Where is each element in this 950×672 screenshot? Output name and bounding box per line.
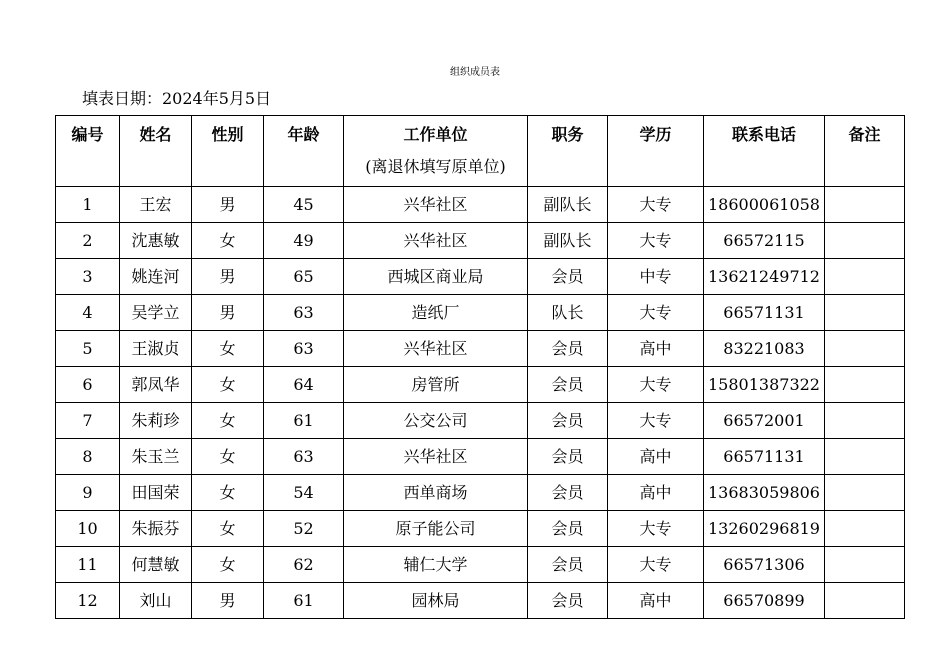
cell-position: 会员 <box>528 367 608 403</box>
cell-education: 大专 <box>608 511 704 547</box>
cell-id: 12 <box>56 583 120 619</box>
cell-gender: 男 <box>192 583 264 619</box>
cell-position: 会员 <box>528 439 608 475</box>
cell-name: 刘山 <box>120 583 192 619</box>
header-id <box>56 116 120 187</box>
cell-name: 郭凤华 <box>120 367 192 403</box>
header-gender-label: 性别 <box>211 125 244 144</box>
cell-position: 副队长 <box>528 187 608 223</box>
cell-phone: 13621249712 <box>704 259 825 295</box>
table-row <box>56 295 905 331</box>
cell-position: 副队长 <box>528 223 608 259</box>
cell-position: 会员 <box>528 475 608 511</box>
cell-workplace: 造纸厂 <box>344 295 528 331</box>
cell-remarks <box>825 511 905 547</box>
cell-position: 会员 <box>528 331 608 367</box>
cell-age: 45 <box>264 187 344 223</box>
cell-education: 高中 <box>608 439 704 475</box>
cell-name: 朱玉兰 <box>120 439 192 475</box>
fill-date: 填表日期：2024年5月5日 <box>82 89 272 108</box>
header-workplace-label: 工作单位 <box>403 125 468 144</box>
cell-remarks <box>825 259 905 295</box>
cell-phone: 83221083 <box>704 331 825 367</box>
cell-name: 沈惠敏 <box>120 223 192 259</box>
table-row <box>56 547 905 583</box>
cell-remarks <box>825 583 905 619</box>
cell-name: 吴学立 <box>120 295 192 331</box>
cell-gender: 男 <box>192 295 264 331</box>
cell-education: 大专 <box>608 547 704 583</box>
cell-education: 大专 <box>608 403 704 439</box>
cell-gender: 女 <box>192 367 264 403</box>
cell-age: 54 <box>264 475 344 511</box>
cell-name: 朱振芬 <box>120 511 192 547</box>
table-row <box>56 331 905 367</box>
cell-position: 会员 <box>528 547 608 583</box>
cell-name: 何慧敏 <box>120 547 192 583</box>
cell-remarks <box>825 475 905 511</box>
cell-workplace: 兴华社区 <box>344 331 528 367</box>
document-title: 组织成员表 <box>450 67 500 78</box>
cell-education: 大专 <box>608 367 704 403</box>
cell-workplace: 西城区商业局 <box>344 259 528 295</box>
cell-education: 大专 <box>608 187 704 223</box>
table-row <box>56 187 905 223</box>
cell-id: 11 <box>56 547 120 583</box>
cell-age: 64 <box>264 367 344 403</box>
cell-remarks <box>825 295 905 331</box>
cell-id: 5 <box>56 331 120 367</box>
table-row <box>56 511 905 547</box>
cell-position: 会员 <box>528 403 608 439</box>
cell-phone: 66571131 <box>704 295 825 331</box>
cell-name: 田国荣 <box>120 475 192 511</box>
cell-age: 63 <box>264 331 344 367</box>
cell-phone: 18600061058 <box>704 187 825 223</box>
cell-remarks <box>825 187 905 223</box>
table-row <box>56 223 905 259</box>
cell-remarks <box>825 223 905 259</box>
cell-age: 63 <box>264 295 344 331</box>
cell-id: 6 <box>56 367 120 403</box>
cell-workplace: 公交公司 <box>344 403 528 439</box>
header-phone-label: 联系电话 <box>731 125 796 144</box>
cell-position: 会员 <box>528 583 608 619</box>
cell-age: 61 <box>264 403 344 439</box>
cell-phone: 66570899 <box>704 583 825 619</box>
cell-remarks <box>825 547 905 583</box>
table-row <box>56 259 905 295</box>
table-row <box>56 475 905 511</box>
cell-workplace: 兴华社区 <box>344 223 528 259</box>
header-name <box>120 116 192 187</box>
cell-age: 52 <box>264 511 344 547</box>
header-education <box>608 116 704 187</box>
cell-id: 10 <box>56 511 120 547</box>
member-table <box>55 115 905 619</box>
cell-education: 高中 <box>608 583 704 619</box>
cell-workplace: 西单商场 <box>344 475 528 511</box>
cell-education: 高中 <box>608 331 704 367</box>
cell-age: 49 <box>264 223 344 259</box>
table-row <box>56 367 905 403</box>
cell-age: 65 <box>264 259 344 295</box>
header-workplace-note: (离退休填写原单位) <box>365 157 506 176</box>
table-header-row <box>56 116 905 187</box>
cell-phone: 13260296819 <box>704 511 825 547</box>
cell-gender: 女 <box>192 547 264 583</box>
cell-id: 1 <box>56 187 120 223</box>
cell-workplace: 原子能公司 <box>344 511 528 547</box>
cell-position: 会员 <box>528 511 608 547</box>
header-remarks <box>825 116 905 187</box>
cell-position: 队长 <box>528 295 608 331</box>
cell-workplace: 房管所 <box>344 367 528 403</box>
header-id-label: 编号 <box>71 125 104 144</box>
cell-age: 61 <box>264 583 344 619</box>
cell-phone: 13683059806 <box>704 475 825 511</box>
header-position <box>528 116 608 187</box>
cell-phone: 66571306 <box>704 547 825 583</box>
cell-gender: 男 <box>192 187 264 223</box>
cell-phone: 66572001 <box>704 403 825 439</box>
header-age-label: 年龄 <box>287 125 320 144</box>
header-remarks-label: 备注 <box>848 125 881 144</box>
cell-name: 王淑贞 <box>120 331 192 367</box>
table-row <box>56 583 905 619</box>
cell-position: 会员 <box>528 259 608 295</box>
cell-age: 62 <box>264 547 344 583</box>
cell-gender: 女 <box>192 223 264 259</box>
cell-name: 姚连河 <box>120 259 192 295</box>
cell-remarks <box>825 331 905 367</box>
cell-gender: 女 <box>192 403 264 439</box>
header-gender <box>192 116 264 187</box>
cell-phone: 66572115 <box>704 223 825 259</box>
table-row <box>56 403 905 439</box>
cell-id: 3 <box>56 259 120 295</box>
cell-gender: 男 <box>192 259 264 295</box>
cell-id: 2 <box>56 223 120 259</box>
cell-phone: 66571131 <box>704 439 825 475</box>
cell-workplace: 兴华社区 <box>344 187 528 223</box>
table-row <box>56 439 905 475</box>
cell-gender: 女 <box>192 511 264 547</box>
cell-phone: 15801387322 <box>704 367 825 403</box>
cell-id: 7 <box>56 403 120 439</box>
header-name-label: 姓名 <box>139 125 172 144</box>
cell-education: 大专 <box>608 295 704 331</box>
cell-age: 63 <box>264 439 344 475</box>
header-education-label: 学历 <box>639 125 672 144</box>
header-phone <box>704 116 825 187</box>
cell-name: 朱莉珍 <box>120 403 192 439</box>
header-age <box>264 116 344 187</box>
cell-name: 王宏 <box>120 187 192 223</box>
header-workplace <box>344 116 528 187</box>
cell-remarks <box>825 367 905 403</box>
cell-education: 大专 <box>608 223 704 259</box>
cell-education: 高中 <box>608 475 704 511</box>
cell-id: 8 <box>56 439 120 475</box>
header-position-label: 职务 <box>551 125 584 144</box>
cell-gender: 女 <box>192 331 264 367</box>
cell-workplace: 园林局 <box>344 583 528 619</box>
cell-id: 9 <box>56 475 120 511</box>
cell-id: 4 <box>56 295 120 331</box>
cell-education: 中专 <box>608 259 704 295</box>
cell-remarks <box>825 439 905 475</box>
cell-gender: 女 <box>192 475 264 511</box>
cell-workplace: 辅仁大学 <box>344 547 528 583</box>
cell-remarks <box>825 403 905 439</box>
cell-gender: 女 <box>192 439 264 475</box>
cell-workplace: 兴华社区 <box>344 439 528 475</box>
